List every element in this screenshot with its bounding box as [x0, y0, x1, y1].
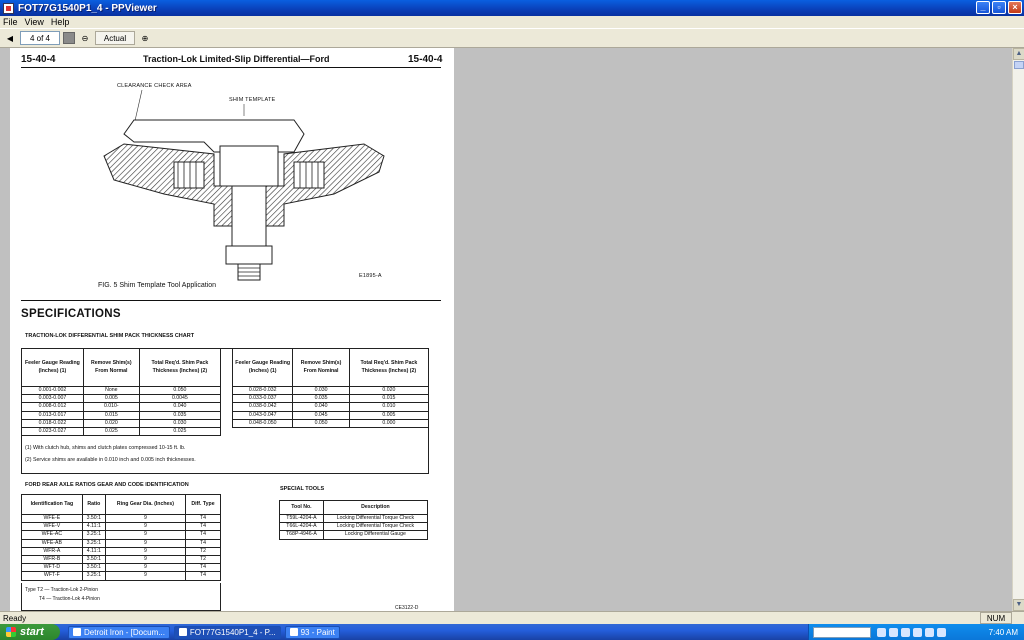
table-cell: 9	[105, 531, 185, 539]
table-cell: 4.11:1	[82, 523, 105, 531]
table-cell: None	[83, 387, 139, 395]
minimize-button[interactable]: _	[976, 1, 990, 14]
actual-size-button[interactable]: Actual	[95, 31, 135, 45]
table-cell: 3.50:1	[82, 515, 105, 523]
tray-update-icon[interactable]	[913, 628, 922, 637]
table-header: Tool No.	[280, 501, 324, 515]
maximize-button[interactable]: ▫	[992, 1, 1006, 14]
table-row	[22, 387, 221, 395]
tools-title: SPECIAL TOOLS	[280, 486, 325, 492]
document-viewport[interactable]	[0, 48, 1012, 611]
table-row	[280, 515, 428, 523]
task-label: 93 - Paint	[300, 627, 335, 637]
zoom-out-button[interactable]	[78, 31, 92, 45]
table-header: Feeler Gauge Reading (Inches) (1)	[22, 349, 84, 387]
taskbar-item-ppviewer[interactable]	[174, 626, 281, 639]
table-cell: 0.010	[349, 403, 428, 411]
table-row	[280, 531, 428, 539]
table-cell: 0.005	[83, 395, 139, 403]
table-cell: T2	[185, 556, 220, 564]
table-cell: 0.015	[349, 395, 428, 403]
fig-label-clearance: CLEARANCE CHECK AREA	[117, 83, 192, 89]
table-header: Ratio	[82, 495, 105, 515]
table-cell: 0.001-0.002	[22, 387, 84, 395]
table-cell: 9	[105, 572, 185, 580]
table-row	[22, 411, 221, 419]
table-header: Diff. Type	[185, 495, 220, 515]
menu-view[interactable]: View	[24, 17, 44, 27]
table-row	[22, 395, 221, 403]
table-row	[233, 387, 429, 395]
fig-label-shim: SHIM TEMPLATE	[229, 97, 276, 103]
table-cell: 0.023-0.027	[22, 428, 84, 436]
tray-volume-icon[interactable]	[889, 628, 898, 637]
table-row	[22, 572, 221, 580]
table-cell: 0.018-0.022	[22, 419, 84, 427]
tray-display-icon[interactable]	[937, 628, 946, 637]
table-cell: T4	[185, 515, 220, 523]
table-header: Total Req'd. Shim Pack Thickness (Inches) (2)	[349, 349, 428, 387]
page-indicator[interactable]: 4 of 4	[20, 31, 60, 45]
table-cell: 0.020	[83, 419, 139, 427]
table-cell: 0.0045	[139, 395, 220, 403]
table-cell: 0.008-0.012	[22, 403, 84, 411]
table-cell: 0.050	[293, 419, 349, 427]
status-bar	[0, 611, 1024, 624]
shim-template-figure	[94, 76, 394, 286]
close-button[interactable]: ×	[1008, 1, 1022, 14]
table-cell: 4.11:1	[82, 547, 105, 555]
table-cell: 3.25:1	[82, 539, 105, 547]
table-cell: 0.035	[139, 411, 220, 419]
table-header: Total Req'd. Shim Pack Thickness (Inches) (2)	[139, 349, 220, 387]
table-cell: 0.010-	[83, 403, 139, 411]
table-cell: 0.043-0.047	[233, 411, 293, 419]
chart1-note-2: (2) Service shims are available in 0.010 inch and 0.005 inch thicknesses.	[25, 457, 196, 463]
table-cell: 0.020	[349, 387, 428, 395]
table-row	[22, 547, 221, 555]
table-cell: 0.000	[349, 419, 428, 427]
prev-page-button[interactable]	[3, 31, 17, 45]
table-cell: 0.015	[83, 411, 139, 419]
taskbar	[0, 624, 1024, 640]
table-cell: WFE-E	[22, 515, 83, 523]
table-cell: 9	[105, 564, 185, 572]
bottom-ref: CE3122-D	[395, 605, 419, 611]
table-row	[233, 395, 429, 403]
table-cell: T59L-4204-A	[280, 515, 324, 523]
table-cell: Locking Differential Torque Check	[323, 523, 427, 531]
num-lock-indicator: NUM	[980, 612, 1012, 624]
table-cell: WFE-V	[22, 523, 83, 531]
table-cell: WFE-AB	[22, 539, 83, 547]
table-cell: 0.005	[349, 411, 428, 419]
spec-heading: SPECIFICATIONS	[21, 308, 121, 320]
scroll-thumb[interactable]	[1014, 61, 1024, 69]
table-cell: T4	[185, 572, 220, 580]
table-row	[233, 403, 429, 411]
tray-network-icon[interactable]	[877, 628, 886, 637]
window-title: FOT77G1540P1_4 - PPViewer	[18, 2, 157, 14]
zoom-in-icon: ⊕	[141, 33, 149, 43]
table-header: Description	[323, 501, 427, 515]
page-number-left: 15-40-4	[21, 54, 56, 65]
fig-caption: FIG. 5 Shim Template Tool Application	[98, 282, 217, 289]
zoom-out-icon: ⊖	[81, 33, 89, 43]
table-cell: Locking Differential Torque Check	[323, 515, 427, 523]
table-cell: T4	[185, 564, 220, 572]
menu-bar	[0, 16, 1024, 28]
table-cell: 0.028-0.032	[233, 387, 293, 395]
chart2-title: FORD REAR AXLE RATIOS GEAR AND CODE IDENTIFICATION	[25, 482, 189, 488]
app-icon	[3, 3, 14, 14]
viewer-icon	[179, 628, 187, 636]
table-cell: T4	[185, 523, 220, 531]
type-note-1: Type T2 — Traction-Lok 2-Pinion	[25, 587, 98, 593]
header-rule	[21, 67, 441, 68]
table-cell: 9	[105, 556, 185, 564]
table-cell: 0.050	[139, 387, 220, 395]
table-row	[22, 428, 221, 436]
table-row	[233, 419, 429, 427]
table-cell: 0.040	[139, 403, 220, 411]
table-header: Ring Gear Dia. (Inches)	[105, 495, 185, 515]
table-cell: 9	[105, 547, 185, 555]
axle-ratio-table	[21, 494, 221, 581]
table-cell: 0.035	[293, 395, 349, 403]
table-header: Feeler Gauge Reading (Inches) (1)	[233, 349, 293, 387]
table-row	[22, 419, 221, 427]
chart1-title: TRACTION-LOK DIFFERENTIAL SHIM PACK THICKNESS CHART	[25, 333, 195, 339]
vertical-scrollbar[interactable]	[1012, 48, 1024, 611]
table-cell: 9	[105, 515, 185, 523]
table-cell: T4	[185, 531, 220, 539]
toolbar	[0, 28, 1024, 48]
table-cell: 9	[105, 539, 185, 547]
start-label: start	[20, 626, 44, 638]
table-row	[22, 403, 221, 411]
table-row	[280, 523, 428, 531]
table-row	[22, 539, 221, 547]
system-tray	[808, 624, 1024, 640]
table-cell: 3.25:1	[82, 572, 105, 580]
table-header: Remove Shim(s) From Normal	[83, 349, 139, 387]
left-arrow-icon: ◀	[6, 33, 14, 43]
chart1-right-table	[232, 348, 429, 428]
table-cell: T68P-4946-A	[280, 531, 324, 539]
document-icon	[73, 628, 81, 636]
table-cell: Locking Differential Gauge	[323, 531, 427, 539]
table-cell: 3.50:1	[82, 564, 105, 572]
table-row	[22, 531, 221, 539]
search-box[interactable]	[813, 627, 871, 638]
menu-help[interactable]: Help	[50, 17, 70, 27]
table-cell: 0.048-0.050	[233, 419, 293, 427]
table-cell: 0.025	[83, 428, 139, 436]
clock: 7:40 AM	[988, 627, 1018, 637]
menu-file[interactable]: File	[3, 17, 18, 27]
special-tools-table	[279, 500, 428, 540]
fig-ref: E1895-A	[359, 273, 382, 279]
table-cell: T2	[185, 547, 220, 555]
table-cell: 0.038-0.042	[233, 403, 293, 411]
scroll-down-button[interactable]: ▼	[1013, 599, 1024, 611]
table-cell: 0.030	[139, 419, 220, 427]
table-row	[22, 523, 221, 531]
section-rule	[21, 300, 441, 301]
paint-icon	[290, 628, 298, 636]
title-bar[interactable]	[0, 0, 1024, 16]
chart1-note-1: (1) With clutch hub, shims and clutch plates compressed 10-15 ft. lb.	[25, 445, 186, 451]
table-cell: 3.50:1	[82, 556, 105, 564]
status-text: Ready	[3, 613, 27, 623]
table-cell: 0.030	[293, 387, 349, 395]
table-cell: 0.033-0.037	[233, 395, 293, 403]
table-cell: T66L-4204-A	[280, 523, 324, 531]
table-row	[22, 564, 221, 572]
start-button[interactable]	[0, 624, 60, 640]
table-row	[22, 556, 221, 564]
document-page	[10, 48, 454, 611]
windows-flag-icon	[6, 627, 16, 637]
table-cell: 0.003-0.007	[22, 395, 84, 403]
table-cell: 0.013-0.017	[22, 411, 84, 419]
chart1-left-table	[21, 348, 221, 436]
table-row	[233, 411, 429, 419]
table-row	[22, 515, 221, 523]
table-cell: 0.040	[293, 403, 349, 411]
table-header: Identification Tag	[22, 495, 83, 515]
scroll-up-button[interactable]: ▲	[1013, 48, 1024, 60]
table-cell: 3.25:1	[82, 531, 105, 539]
next-page-button[interactable]	[63, 32, 75, 44]
taskbar-item-detroit-iron[interactable]	[68, 626, 170, 639]
table-cell: 0.025	[139, 428, 220, 436]
type-note-2: T4 — Traction-Lok 4-Pinion	[39, 596, 100, 602]
table-cell: 9	[105, 523, 185, 531]
task-label: Detroit Iron - [Docum...	[84, 627, 165, 637]
tray-security-icon[interactable]	[901, 628, 910, 637]
table-cell: WFE-AC	[22, 531, 83, 539]
table-cell: WFR-A	[22, 547, 83, 555]
table-header: Remove Shim(s) From Nominal	[293, 349, 349, 387]
table-cell: 0.045	[293, 411, 349, 419]
tray-antivirus-icon[interactable]	[925, 628, 934, 637]
table-cell: WFT-D	[22, 564, 83, 572]
zoom-in-button[interactable]	[138, 31, 152, 45]
taskbar-item-paint[interactable]	[285, 626, 340, 639]
table-cell: WFR-B	[22, 556, 83, 564]
table-cell: T4	[185, 539, 220, 547]
page-title: Traction-Lok Limited-Slip Differential—Ford	[143, 54, 330, 64]
page-number-right: 15-40-4	[408, 54, 443, 65]
table-cell: WFT-F	[22, 572, 83, 580]
task-label: FOT77G1540P1_4 - P...	[189, 627, 276, 637]
